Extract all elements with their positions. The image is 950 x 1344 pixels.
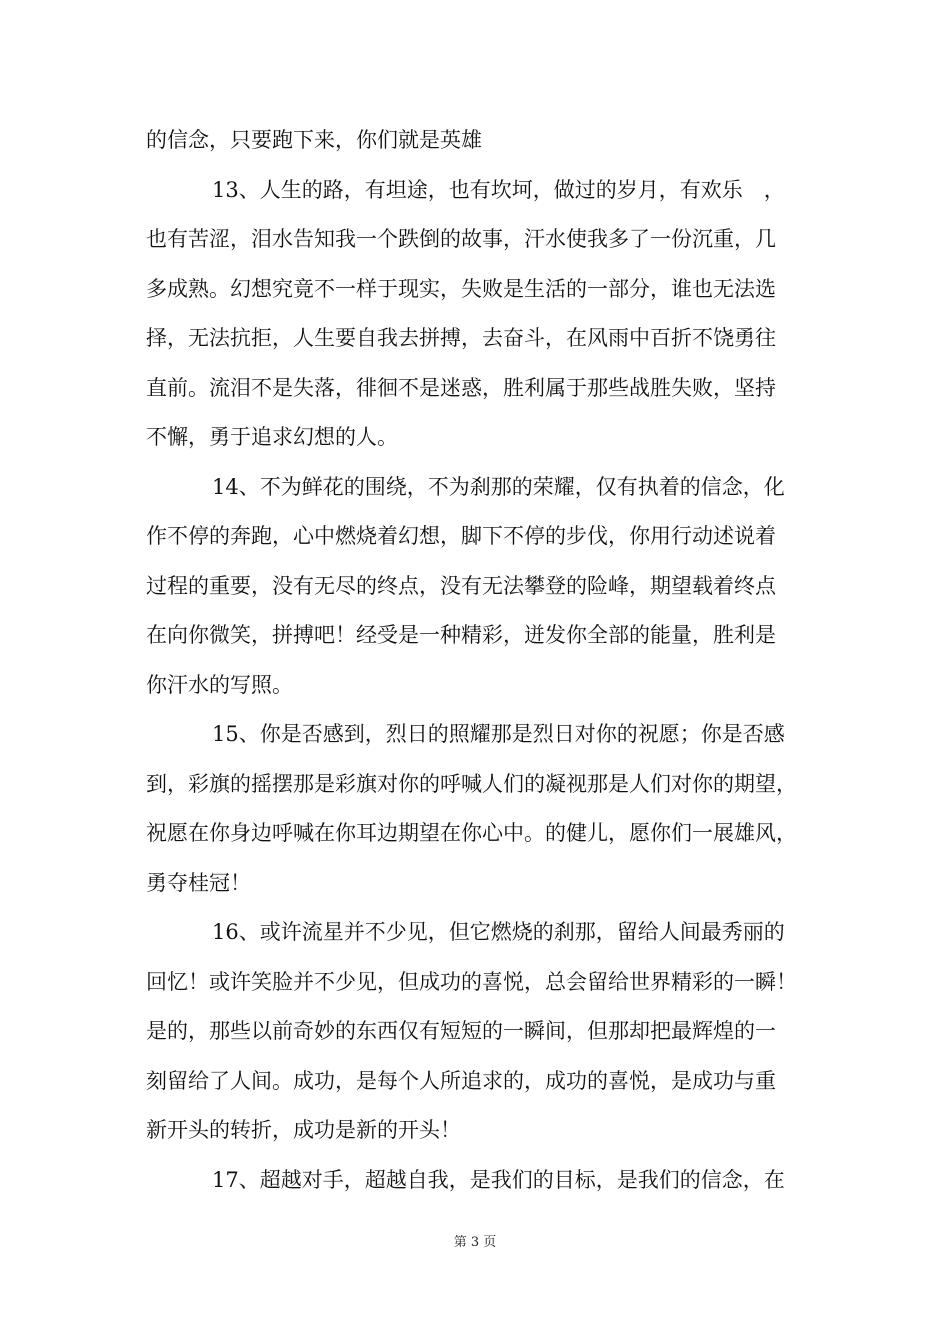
paragraph-2-line: 作不停的奔跑，心中燃烧着幻想，脚下不停的步伐，你用行动述说着 xyxy=(146,524,776,548)
paragraph-4-line: 是的，那些以前奇妙的东西仅有短短的一瞬间，但那却把最辉煌的一 xyxy=(146,1019,776,1043)
paragraph-1-line: 不懈，勇于追求幻想的人。 xyxy=(146,425,398,449)
paragraph-3-line: 到，彩旗的摇摆那是彩旗对你的呼喊人们的凝视那是人们对你的期望， xyxy=(146,771,797,796)
paragraph-1-line: 直前。流泪不是失落，徘徊不是迷惑，胜利属于那些战胜失败，坚持 xyxy=(146,375,776,400)
paragraph-4-line: 回忆！或许笑脸并不少见，但成功的喜悦，总会留给世界精彩的一瞬！ xyxy=(146,969,797,994)
paragraph-1-line: 也有苦涩，泪水告知我一个跌倒的故事，汗水使我多了一份沉重，几 xyxy=(146,227,776,251)
paragraph-4-line: 刻留给了人间。成功，是每个人所追求的，成功的喜悦，是成功与重 xyxy=(146,1068,776,1093)
paragraph-4-line: 16、或许流星并不少见，但它燃烧的刹那，留给人间最秀丽的 xyxy=(212,920,785,944)
paragraph-1-line: 择，无法抗拒，人生要自我去拼搏，去奋斗，在风雨中百折不饶勇往 xyxy=(146,326,776,350)
paragraph-2-line: 你汗水的写照。 xyxy=(146,672,293,697)
paragraph-0-line: 的信念，只要跑下来，你们就是英雄 xyxy=(146,128,482,152)
paragraph-3-line: 15、你是否感到，烈日的照耀那是烈日对你的祝愿；你是否感 xyxy=(212,722,785,746)
paragraph-5-line: 17、超越对手，超越自我，是我们的目标，是我们的信念，在 xyxy=(212,1167,785,1192)
paragraph-2-line: 过程的重要，没有无尽的终点，没有无法攀登的险峰，期望载着终点 xyxy=(146,573,776,598)
paragraph-3-line: 祝愿在你身边呼喊在你耳边期望在你心中。的健儿，愿你们一展雄风， xyxy=(146,821,797,845)
paragraph-1-line: 多成熟。幻想究竟不一样于现实，失败是生活的一部分，谁也无法选 xyxy=(146,276,776,301)
paragraph-1-line: 13、人生的路，有坦途，也有坎坷，做过的岁月，有欢乐 ， xyxy=(212,177,785,202)
paragraph-3-line: 勇夺桂冠！ xyxy=(146,870,251,895)
paragraph-2-line: 14、不为鲜花的围绕，不为刹那的荣耀，仅有执着的信念，化 xyxy=(212,474,785,499)
page-footer: 第 3 页 xyxy=(453,1235,497,1250)
paragraph-4-line: 新开头的转折，成功是新的开头！ xyxy=(146,1118,461,1142)
paragraph-2-line: 在向你微笑，拼搏吧！经受是一种精彩，迸发你全部的能量，胜利是 xyxy=(146,623,776,647)
body-text xyxy=(146,116,806,1205)
